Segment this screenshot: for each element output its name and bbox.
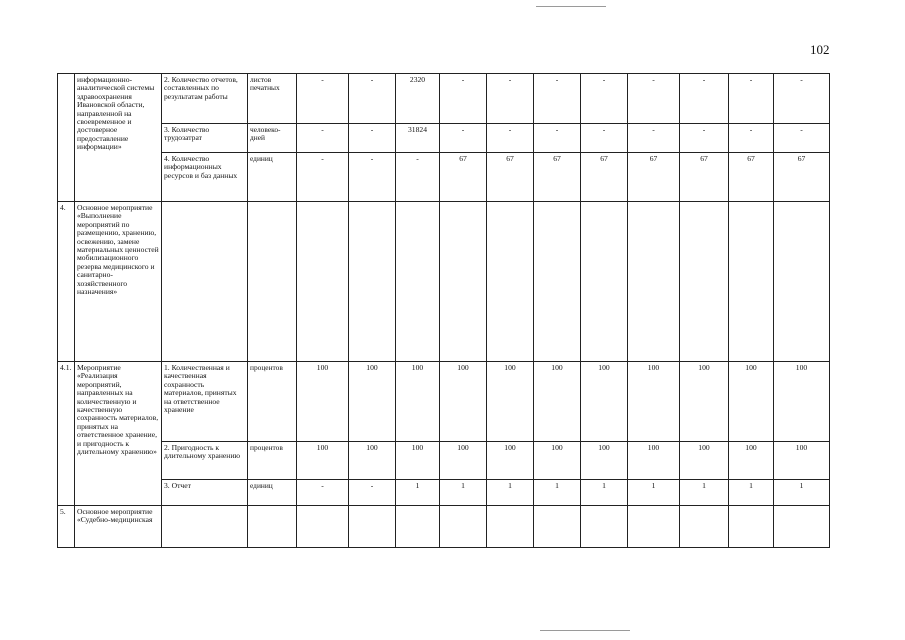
value-cell: 1: [680, 480, 729, 506]
value-cell: -: [349, 480, 396, 506]
value-cell: 100: [487, 442, 534, 480]
value-cell: 100: [729, 442, 774, 480]
activity-name-cell: информационно-аналитической системы здравоохранения Ивановской области, направленной на своевременное и достоверное предоставление информации»: [75, 74, 162, 202]
value-cell: 100: [729, 362, 774, 442]
value-cell: 100: [349, 362, 396, 442]
value-cell: 100: [680, 442, 729, 480]
unit-cell: листов печатных: [248, 74, 297, 124]
table-row: [58, 442, 830, 480]
value-cell: -: [729, 74, 774, 124]
value-cell: 1: [396, 480, 440, 506]
top-scan-line: [536, 6, 606, 7]
empty-cell: [774, 202, 830, 362]
value-cell: 100: [774, 442, 830, 480]
empty-cell: [487, 506, 534, 548]
activity-name-cell: Мероприятие «Реализация мероприятий, направленных на количественную и качественную сохранность материалов, принятых на ответственное хранение, и пригодность к длительному хранению»: [75, 362, 162, 506]
empty-cell: [297, 202, 349, 362]
unit-cell: процентов: [248, 362, 297, 442]
value-cell: -: [297, 74, 349, 124]
row-number-cell: 4.1.: [58, 362, 75, 506]
value-cell: 1: [534, 480, 581, 506]
value-cell: 100: [581, 362, 628, 442]
empty-cell: [349, 506, 396, 548]
indicator-name-cell: 2. Пригодность к длительному хранению: [162, 442, 248, 480]
empty-cell: [534, 506, 581, 548]
value-cell: 100: [440, 362, 487, 442]
empty-cell: [248, 202, 297, 362]
value-cell: -: [534, 74, 581, 124]
value-cell: 100: [534, 362, 581, 442]
row-number-cell: 4.: [58, 202, 75, 362]
unit-cell: процентов: [248, 442, 297, 480]
page-number: 102: [810, 42, 830, 57]
value-cell: -: [628, 74, 680, 124]
empty-cell: [628, 506, 680, 548]
value-cell: -: [534, 124, 581, 153]
value-cell: 100: [628, 442, 680, 480]
value-cell: 67: [628, 153, 680, 202]
table-row: [58, 124, 830, 153]
indicator-name-cell: 3. Количество трудозатрат: [162, 124, 248, 153]
activity-name-cell: Основное мероприятие «Судебно-медицинская: [75, 506, 162, 548]
empty-cell: [396, 506, 440, 548]
value-cell: 100: [396, 442, 440, 480]
value-cell: 100: [581, 442, 628, 480]
empty-cell: [440, 506, 487, 548]
value-cell: -: [774, 74, 830, 124]
empty-cell: [162, 202, 248, 362]
indicator-name-cell: 4. Количество информационных ресурсов и баз данных: [162, 153, 248, 202]
value-cell: -: [349, 124, 396, 153]
empty-cell: [628, 202, 680, 362]
value-cell: 67: [487, 153, 534, 202]
empty-cell: [729, 202, 774, 362]
empty-cell: [349, 202, 396, 362]
empty-cell: [162, 506, 248, 548]
empty-cell: [248, 506, 297, 548]
value-cell: 67: [440, 153, 487, 202]
value-cell: 1: [774, 480, 830, 506]
empty-cell: [680, 202, 729, 362]
value-cell: 1: [581, 480, 628, 506]
empty-cell: [534, 202, 581, 362]
empty-cell: [487, 202, 534, 362]
empty-cell: [729, 506, 774, 548]
table-row: [58, 506, 830, 548]
value-cell: 1: [628, 480, 680, 506]
value-cell: 100: [680, 362, 729, 442]
value-cell: -: [440, 74, 487, 124]
value-cell: -: [680, 124, 729, 153]
row-number-cell: [58, 74, 75, 202]
value-cell: 100: [396, 362, 440, 442]
empty-cell: [440, 202, 487, 362]
empty-cell: [396, 202, 440, 362]
unit-cell: единиц: [248, 480, 297, 506]
value-cell: 2320: [396, 74, 440, 124]
value-cell: 100: [297, 442, 349, 480]
empty-cell: [774, 506, 830, 548]
value-cell: -: [581, 124, 628, 153]
table-row: [58, 74, 830, 124]
unit-cell: человеко-дней: [248, 124, 297, 153]
value-cell: 67: [774, 153, 830, 202]
value-cell: -: [628, 124, 680, 153]
indicator-name-cell: 3. Отчет: [162, 480, 248, 506]
row-number-cell: 5.: [58, 506, 75, 548]
value-cell: -: [349, 153, 396, 202]
value-cell: 1: [440, 480, 487, 506]
value-cell: -: [729, 124, 774, 153]
value-cell: 100: [349, 442, 396, 480]
unit-cell: единиц: [248, 153, 297, 202]
activity-name-cell: Основное мероприятие «Выполнение мероприятий по размещению, хранению, освежению, замене материальных ценностей мобилизационного резерва медицинского и санитарно-хозяйственного назначения»: [75, 202, 162, 362]
value-cell: 67: [729, 153, 774, 202]
value-cell: 67: [581, 153, 628, 202]
value-cell: -: [440, 124, 487, 153]
value-cell: -: [396, 153, 440, 202]
value-cell: -: [487, 124, 534, 153]
bottom-scan-line: [540, 630, 630, 631]
value-cell: -: [297, 124, 349, 153]
value-cell: 31824: [396, 124, 440, 153]
value-cell: -: [349, 74, 396, 124]
value-cell: -: [774, 124, 830, 153]
table-row: [58, 362, 830, 442]
empty-cell: [581, 506, 628, 548]
value-cell: 67: [680, 153, 729, 202]
value-cell: 100: [628, 362, 680, 442]
table-row: [58, 202, 830, 362]
value-cell: 100: [440, 442, 487, 480]
value-cell: -: [487, 74, 534, 124]
empty-cell: [581, 202, 628, 362]
empty-cell: [680, 506, 729, 548]
indicators-table: [57, 73, 830, 548]
value-cell: 100: [534, 442, 581, 480]
indicator-name-cell: 1. Количественная и качественная сохранность материалов, принятых на ответственное хранение: [162, 362, 248, 442]
value-cell: 100: [487, 362, 534, 442]
table-row: [58, 153, 830, 202]
table-row: [58, 480, 830, 506]
value-cell: 1: [487, 480, 534, 506]
value-cell: -: [297, 153, 349, 202]
value-cell: 100: [297, 362, 349, 442]
empty-cell: [297, 506, 349, 548]
value-cell: 100: [774, 362, 830, 442]
value-cell: 67: [534, 153, 581, 202]
indicator-name-cell: 2. Количество отчетов, составленных по результатам работы: [162, 74, 248, 124]
value-cell: -: [581, 74, 628, 124]
value-cell: -: [297, 480, 349, 506]
value-cell: 1: [729, 480, 774, 506]
value-cell: -: [680, 74, 729, 124]
